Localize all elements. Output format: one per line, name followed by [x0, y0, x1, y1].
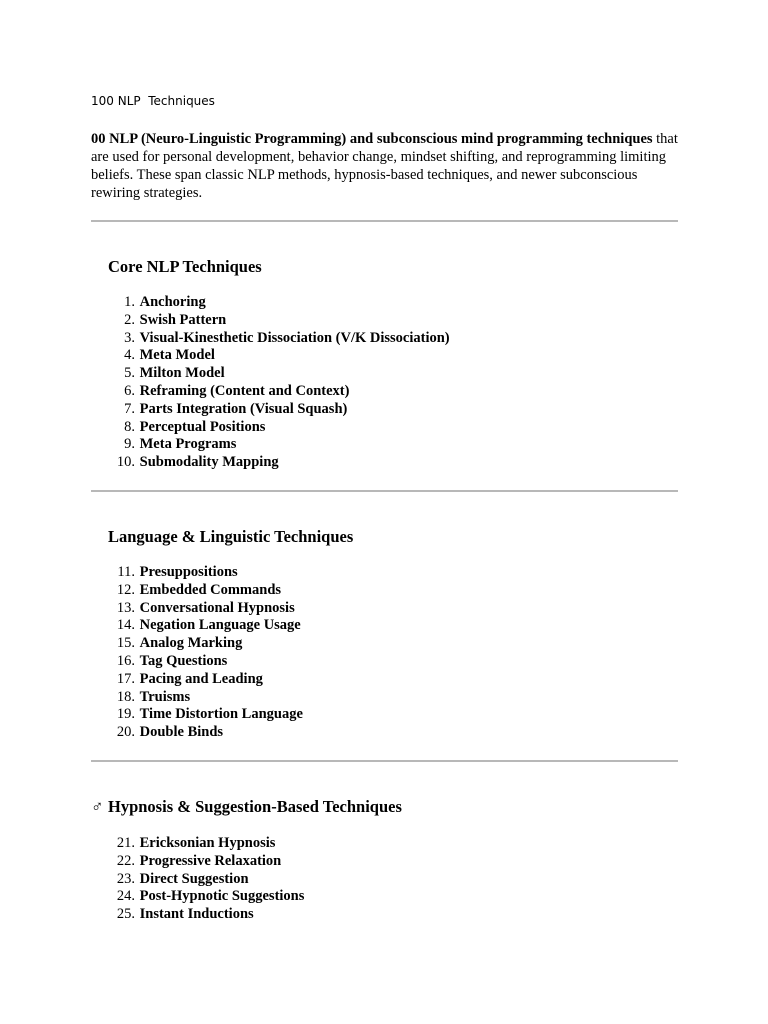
- list-item: [91, 347, 450, 365]
- list-item: [91, 383, 450, 401]
- item-number: 17.: [116, 670, 135, 687]
- male-symbol-icon: ♂: [91, 797, 104, 816]
- item-number: 21.: [116, 835, 135, 851]
- list-item: [91, 564, 303, 582]
- item-number: 8.: [124, 418, 135, 435]
- list-item: [91, 835, 304, 853]
- list-item: [91, 330, 450, 348]
- list-item: [91, 888, 304, 906]
- item-number: 6.: [124, 382, 135, 399]
- intro-paragraph: [91, 130, 681, 202]
- list-item: [91, 436, 450, 454]
- section-heading-hypnosis: [91, 797, 402, 817]
- item-label: Swish Pattern: [139, 311, 227, 328]
- item-label: Truisms: [139, 688, 191, 705]
- item-label: Meta Model: [139, 347, 215, 364]
- list-item: [91, 582, 303, 600]
- list-item: [91, 617, 303, 635]
- document-header-title: 100 NLP Techniques: [91, 94, 215, 108]
- item-label: Analog Marking: [139, 635, 243, 652]
- item-number: 1.: [124, 294, 135, 310]
- list-item: [91, 294, 450, 312]
- section-heading-core-nlp: [108, 257, 262, 277]
- item-number: 19.: [116, 706, 135, 723]
- item-number: 20.: [116, 724, 135, 741]
- item-label: Parts Integration (Visual Squash): [139, 400, 348, 417]
- item-label: Perceptual Positions: [139, 418, 266, 435]
- item-number: 14.: [116, 617, 135, 634]
- item-number: 9.: [124, 436, 135, 453]
- intro-body: that are used for personal development, behavior change, mindset shifting, and reprogramming limiting beliefs. These span classic NLP methods, hypnosis-based techniques, and newer subconscious rewiring strategies.: [91, 131, 678, 201]
- technique-list-hypnosis: [91, 835, 304, 924]
- item-label: Milton Model: [139, 365, 225, 382]
- item-label: Tag Questions: [139, 652, 228, 669]
- item-label: Ericksonian Hypnosis: [139, 835, 276, 851]
- item-number: 11.: [117, 564, 135, 580]
- item-number: 4.: [124, 347, 135, 364]
- item-label: Direct Suggestion: [139, 870, 249, 887]
- item-label: Meta Programs: [139, 436, 237, 453]
- list-item: [91, 906, 304, 924]
- technique-list-language: [91, 564, 303, 742]
- item-number: 10.: [116, 454, 135, 471]
- section-divider: [91, 220, 678, 222]
- item-label: Embedded Commands: [139, 581, 282, 598]
- list-item: [91, 312, 450, 330]
- item-label: Presuppositions: [139, 564, 238, 580]
- intro-lead: 00 NLP (Neuro-Linguistic Programming) and subconscious mind programming techniques: [91, 131, 653, 147]
- item-number: 16.: [116, 652, 135, 669]
- list-item: [91, 635, 303, 653]
- list-item: [91, 419, 450, 437]
- item-number: 5.: [124, 365, 135, 382]
- list-item: [91, 365, 450, 383]
- item-label: Time Distortion Language: [139, 706, 303, 723]
- item-label: Submodality Mapping: [139, 454, 279, 471]
- item-label: Conversational Hypnosis: [139, 599, 295, 616]
- item-number: 22.: [116, 852, 135, 869]
- item-label: Post-Hypnotic Suggestions: [139, 888, 305, 905]
- item-label: Instant Inductions: [139, 906, 254, 923]
- item-number: 2.: [124, 311, 135, 328]
- item-label: Progressive Relaxation: [139, 852, 282, 869]
- item-label: Anchoring: [139, 294, 206, 310]
- section-heading-text: Core NLP Techniques: [108, 257, 262, 276]
- list-item: [91, 689, 303, 707]
- section-heading-text: Language & Linguistic Techniques: [108, 527, 354, 546]
- list-item: [91, 871, 304, 889]
- item-number: 3.: [124, 329, 135, 346]
- item-label: Visual-Kinesthetic Dissociation (V/K Dissociation): [139, 329, 450, 346]
- section-heading-language: [108, 527, 353, 547]
- list-item: [91, 600, 303, 618]
- item-label: Pacing and Leading: [139, 670, 263, 687]
- item-number: 15.: [116, 635, 135, 652]
- section-heading-text: Hypnosis & Suggestion-Based Techniques: [108, 797, 402, 816]
- item-number: 18.: [116, 688, 135, 705]
- list-item: [91, 724, 303, 742]
- item-label: Negation Language Usage: [139, 617, 301, 634]
- item-number: 23.: [116, 870, 135, 887]
- item-number: 13.: [116, 599, 135, 616]
- list-item: [91, 653, 303, 671]
- list-item: [91, 454, 450, 472]
- list-item: [91, 401, 450, 419]
- item-number: 7.: [124, 400, 135, 417]
- technique-list-core-nlp: [91, 294, 450, 472]
- section-divider: [91, 490, 678, 492]
- item-number: 25.: [116, 906, 135, 923]
- section-divider: [91, 760, 678, 762]
- item-number: 12.: [116, 581, 135, 598]
- list-item: [91, 706, 303, 724]
- item-number: 24.: [116, 888, 135, 905]
- list-item: [91, 853, 304, 871]
- item-label: Double Binds: [139, 724, 224, 741]
- list-item: [91, 671, 303, 689]
- item-label: Reframing (Content and Context): [139, 382, 350, 399]
